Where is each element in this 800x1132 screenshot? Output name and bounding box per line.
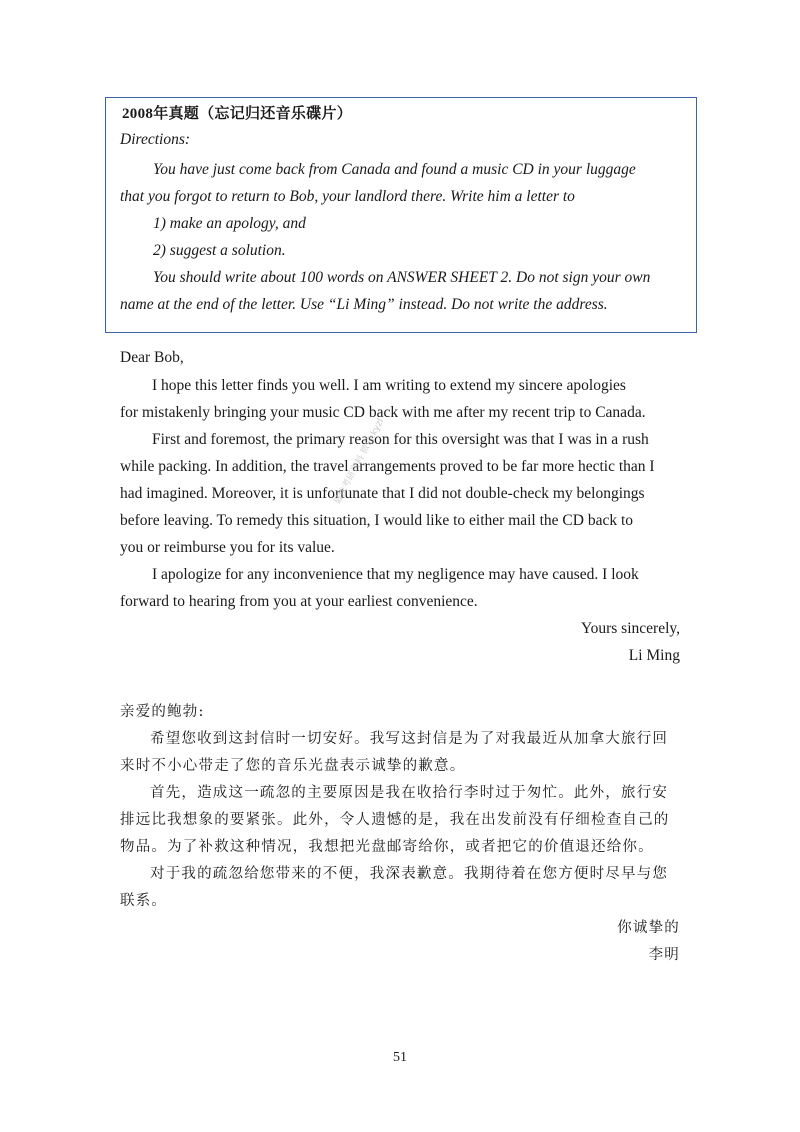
letter-closing: Yours sincerely, (580, 620, 680, 637)
task-title: 2008年真题（忘记归还音乐碟片） (122, 106, 353, 122)
task-directions-box (105, 97, 697, 333)
zh-line: 联系。 (120, 893, 168, 909)
zh-signature: 李明 (648, 947, 680, 963)
zh-line: 排远比我想象的要紧张。此外，令人遗憾的是，我在出发前没有仔细检查自己的 (120, 812, 670, 828)
letter-line: forward to hearing from you at your earliest convenience. (120, 593, 478, 610)
letter-salutation: Dear Bob, (120, 349, 184, 366)
task-line: 1) make an apology, and (153, 215, 306, 232)
letter-line: First and foremost, the primary reason for this oversight was that I was in a rush (152, 431, 649, 448)
zh-line: 首先，造成这一疏忽的主要原因是我在收拾行李时过于匆忙。此外，旅行安 (150, 785, 669, 801)
zh-closing: 你诚挚的 (617, 920, 680, 936)
letter-signature: Li Ming (628, 647, 680, 664)
letter-line: I apologize for any inconvenience that my negligence may have caused. I look (152, 566, 639, 583)
task-line: You should write about 100 words on ANSWER SHEET 2. Do not sign your own (153, 269, 651, 286)
directions-label: Directions: (120, 131, 191, 148)
letter-line: I hope this letter finds you well. I am writing to extend my sincere apologies (152, 377, 626, 394)
task-line: You have just come back from Canada and found a music CD in your luggage (153, 161, 636, 178)
page-number: 51 (393, 1050, 407, 1065)
letter-line: had imagined. Moreover, it is unfortunate that I did not double-check my belongings (120, 485, 645, 502)
zh-line: 对于我的疏忽给您带来的不便，我深表歉意。我期待着在您方便时尽早与您 (150, 866, 669, 882)
zh-line: 物品。为了补救这种情况，我想把光盘邮寄给你，或者把它的价值退还给你。 (120, 839, 654, 855)
task-line: that you forgot to return to Bob, your landlord there. Write him a letter to (120, 188, 575, 205)
zh-line: 来时不小心带走了您的音乐光盘表示诚挚的歉意。 (120, 758, 466, 774)
zh-salutation: 亲爱的鲍勃: (120, 704, 205, 720)
letter-line: for mistakenly bringing your music CD back with me after my recent trip to Canada. (120, 404, 646, 421)
letter-line: while packing. In addition, the travel arrangements proved to be far more hectic than I (120, 458, 655, 475)
task-line: 2) suggest a solution. (153, 242, 286, 259)
letter-line: you or reimburse you for its value. (120, 539, 335, 556)
zh-line: 希望您收到这封信时一切安好。我写这封信是为了对我最近从加拿大旅行回 (150, 731, 669, 747)
watermark: 最快考研资料 微信:kyzl (332, 417, 387, 507)
letter-line: before leaving. To remedy this situation, I would like to either mail the CD back to (120, 512, 634, 529)
task-line: name at the end of the letter. Use “Li Ming” instead. Do not write the address. (120, 296, 608, 313)
